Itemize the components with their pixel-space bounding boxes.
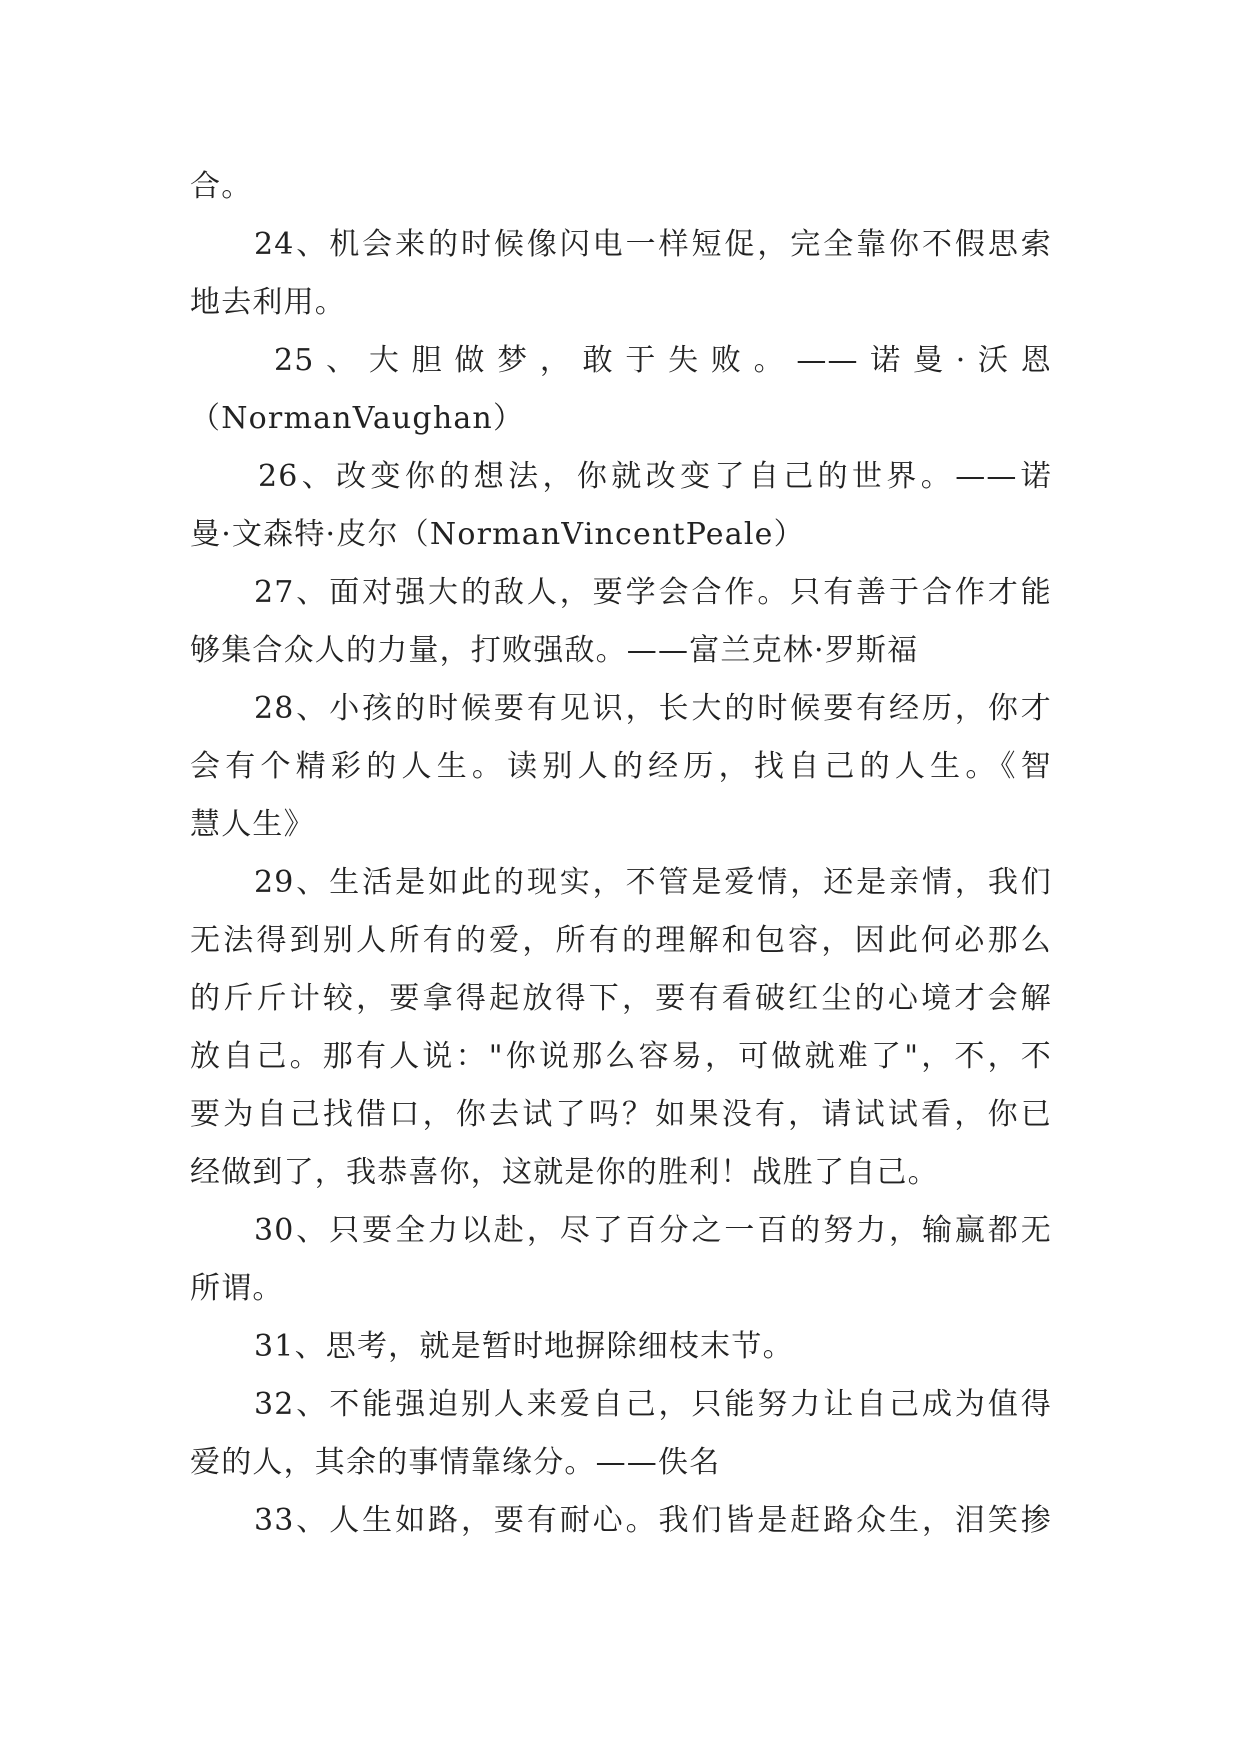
- text-line: 曼·文森特·皮尔（NormanVincentPeale）: [190, 517, 805, 552]
- text-line: 要为自己找借口，你去试了吗？如果没有，请试试看，你已: [190, 1097, 1052, 1132]
- text-line: 28、小孩的时候要有见识，长大的时候要有经历，你才: [254, 691, 1052, 726]
- text-line: 慧人生》: [190, 807, 315, 842]
- text-line: 27、面对强大的敌人，要学会合作。只有善于合作才能: [254, 575, 1052, 610]
- text-line: 33、人生如路，要有耐心。我们皆是赶路众生，泪笑掺: [254, 1503, 1052, 1538]
- text-line: 29、生活是如此的现实，不管是爱情，还是亲情，我们: [254, 865, 1052, 900]
- text-line: 25、大胆做梦，敢于失败。——诺曼·沃恩: [274, 343, 1052, 378]
- body-text: [190, 158, 1052, 1550]
- text-line: 32、不能强迫别人来爱自己，只能努力让自己成为值得: [254, 1387, 1052, 1422]
- text-line: 的斤斤计较，要拿得起放得下，要有看破红尘的心境才会解: [190, 981, 1052, 1016]
- text-line: 30、只要全力以赴，尽了百分之一百的努力，输赢都无: [254, 1213, 1052, 1248]
- text-line: 24、机会来的时候像闪电一样短促，完全靠你不假思索: [254, 227, 1052, 262]
- text-line: 31、思考，就是暂时地摒除细枝末节。: [254, 1329, 794, 1364]
- text-line: 地去利用。: [190, 285, 346, 320]
- text-line: 放自己。那有人说："你说那么容易，可做就难了"，不，不: [190, 1039, 1052, 1074]
- text-line: 经做到了，我恭喜你，这就是你的胜利！战胜了自己。: [190, 1155, 939, 1190]
- text-line: 会有个精彩的人生。读别人的经历，找自己的人生。《智: [190, 749, 1052, 784]
- text-line: 26、改变你的想法，你就改变了自己的世界。——诺: [258, 459, 1052, 494]
- text-line: 爱的人，其余的事情靠缘分。——佚名: [190, 1445, 721, 1480]
- text-line: 无法得到别人所有的爱，所有的理解和包容，因此何必那么: [190, 923, 1052, 958]
- text-line: （NormanVaughan）: [190, 401, 525, 436]
- text-line: 所谓。: [190, 1271, 284, 1306]
- text-line: 合。: [190, 169, 253, 204]
- text-line: 够集合众人的力量，打败强敌。——富兰克林·罗斯福: [190, 633, 919, 668]
